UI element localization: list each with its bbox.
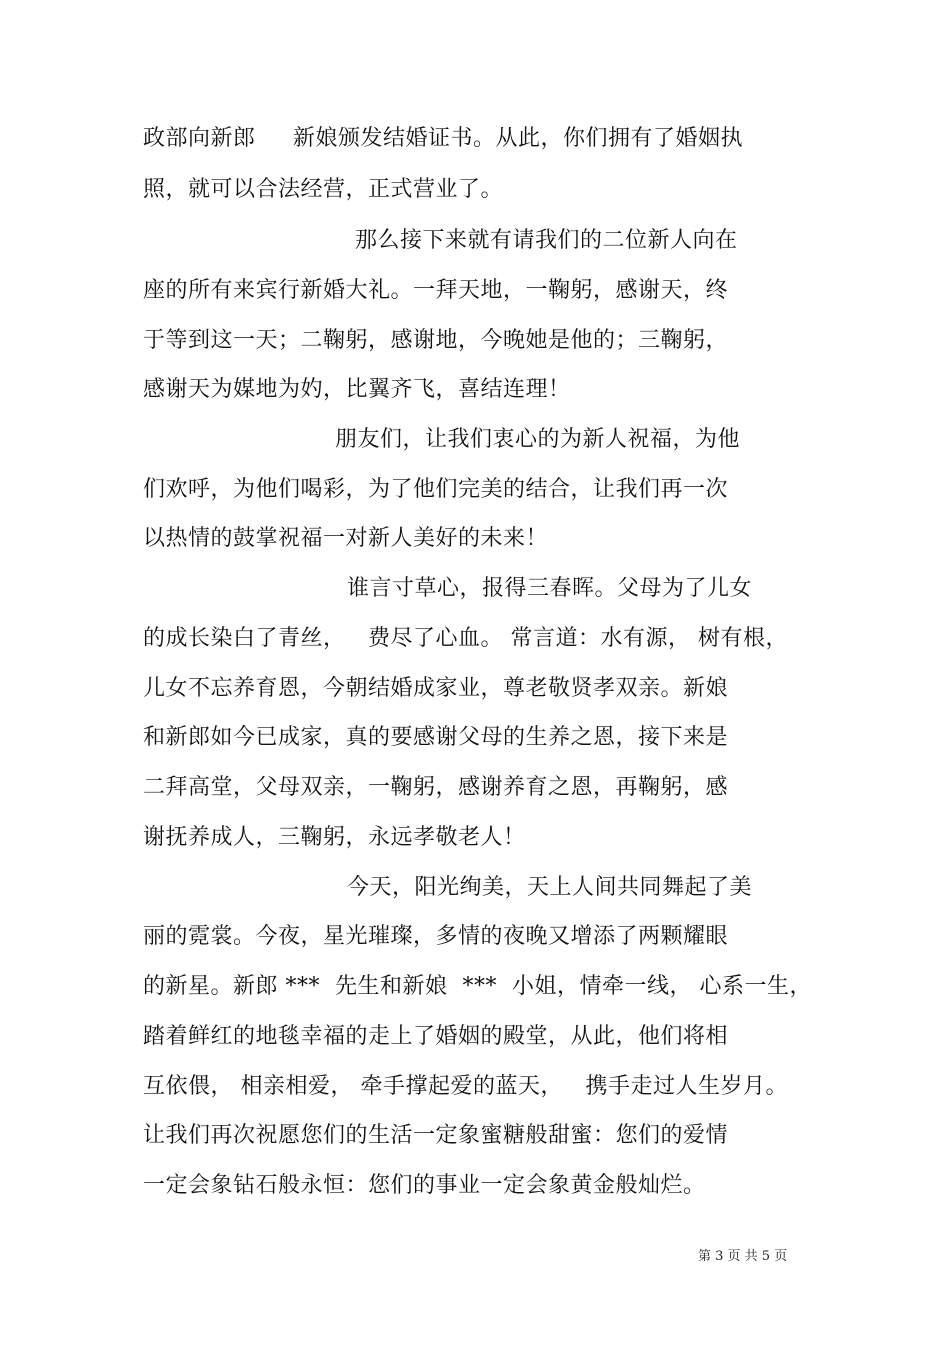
paragraph-5-line-3: 的新星。新郎 *** 先生和新娘 *** 小姐，情牵一线， 心系一生， [143, 974, 812, 999]
paragraph-4-line-3: 儿女不忘养育恩，今朝结婚成家业，尊老敬贤孝双亲。新娘 [143, 676, 729, 701]
paragraph-4-line-2: 的成长染白了青丝， 费尽了心血。 常言道：水有源， 树有根， [143, 626, 788, 651]
paragraph-3-line-3: 以热情的鼓掌祝福一对新人美好的未来！ [143, 526, 549, 551]
paragraph-2-line-3: 于等到这一天；二鞠躬，感谢地，今晚她是他的；三鞠躬， [143, 328, 729, 353]
paragraph-5-line-4: 踏着鲜红的地毯幸福的走上了婚姻的殿堂，从此，他们将相 [143, 1024, 729, 1049]
paragraph-1-line-1: 政部向新郎 新娘颁发结婚证书。从此，你们拥有了婚姻执 [143, 126, 743, 151]
paragraph-5-line-5: 互依偎， 相亲相爱， 牵手撑起爱的蓝天， 携手走过人生岁月。 [143, 1074, 788, 1099]
paragraph-4-line-4: 和新郎如今已成家，真的要感谢父母的生养之恩，接下来是 [143, 725, 729, 750]
paragraph-3-line-2: 们欢呼，为他们喝彩，为了他们完美的结合，让我们再一次 [143, 477, 729, 502]
paragraph-3-line-1: 朋友们，让我们衷心的为新人祝福，为他 [335, 427, 741, 452]
paragraph-5-line-2: 丽的霓裳。今夜，星光璀璨，多情的夜晚又增添了两颗耀眼 [143, 924, 729, 949]
paragraph-2-line-1: 那么接下来就有请我们的二位新人向在 [355, 228, 738, 253]
paragraph-5-line-7: 一定会象钻石般永恒：您们的事业一定会象黄金般灿烂。 [143, 1173, 706, 1198]
paragraph-5-line-1: 今天，阳光绚美，天上人间共同舞起了美 [347, 875, 753, 900]
paragraph-5-line-6: 让我们再次祝愿您们的生活一定象蜜糖般甜蜜：您们的爱情 [143, 1123, 729, 1148]
paragraph-4-line-5: 二拜高堂，父母双亲，一鞠躬，感谢养育之恩，再鞠躬，感 [143, 775, 729, 800]
paragraph-4-line-1: 谁言寸草心，报得三春晖。父母为了儿女 [347, 576, 753, 601]
paragraph-4-line-6: 谢抚养成人，三鞠躬，永远孝敬老人！ [143, 825, 526, 850]
paragraph-1-line-2: 照，就可以合法经营，正式营业了。 [143, 177, 504, 202]
paragraph-2-line-4: 感谢天为媒地为妁，比翼齐飞，喜结连理！ [143, 377, 571, 402]
page-number-footer: 第 3 页 共 5 页 [698, 1249, 788, 1264]
paragraph-2-line-2: 座的所有来宾行新婚大礼。一拜天地，一鞠躬，感谢天，终 [143, 278, 729, 303]
